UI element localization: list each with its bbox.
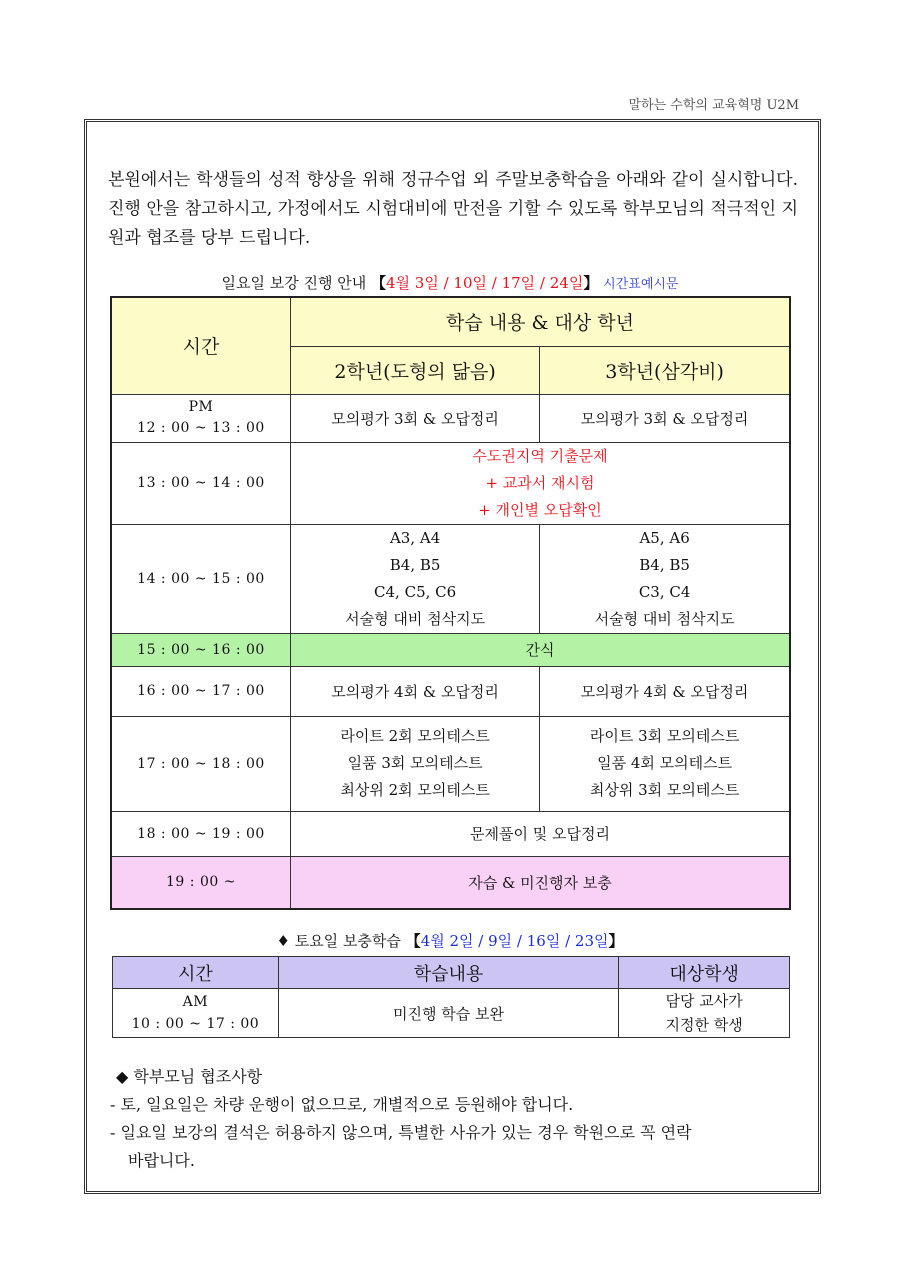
grade2-cell [290,524,539,633]
content-line: 서술형 대비 첨삭지도 [345,609,486,628]
grade3-cell: 모의평가 3회 & 오답정리 [540,394,790,442]
note-item-continuation: 바랍니다. [128,1151,195,1170]
content-line: 라이트 3회 모의테스트 [589,727,740,745]
schedule-example-note: 시간표예시문 [603,277,679,292]
table-row [111,666,790,716]
bracket-close: 】 [583,274,599,292]
bracket-close: 】 [608,932,624,950]
content-line: 담당 교사가 [665,992,743,1010]
am-label: AM [182,993,209,1010]
grade3-cell [540,716,790,811]
merged-content-cell: 문제풀이 및 오답정리 [290,811,790,856]
time-cell: 16 : 00 ~ 17 : 00 [111,666,290,716]
content-line: 라이트 2회 모의테스트 [340,727,490,745]
sunday-dates: 4월 3일 / 10일 / 17일 / 24일 [386,274,584,292]
header-grade3: 3학년(삼각비) [540,346,790,394]
time-cell: 15 : 00 ~ 16 : 00 [111,633,290,666]
grade3-cell: 모의평가 4회 & 오답정리 [540,666,790,716]
pm-label: PM [188,399,214,415]
intro-paragraph: 본원에서는 학생들의 성적 향상을 위해 정규수업 외 주말보충학습을 아래와 같이 실시합니다. 진행 안을 참고하시고, 가정에서도 시험대비에 만전을 기할 수 있도록 학부모님의 적극적인 지원과 협조를 당부 드립니다. [108,170,798,248]
sunday-caption-prefix: 일요일 보강 진행 안내 [221,274,371,292]
time-cell [111,394,290,442]
note-item: - 일요일 보강의 결석은 허용하지 않으며, 특별한 사유가 있는 경우 학원으로 꼭 연락 [110,1123,692,1142]
content-line: A3, A4 [389,528,441,547]
grade3-cell [540,524,790,633]
time-cell: 18 : 00 ~ 19 : 00 [111,811,290,856]
table-row [111,524,790,633]
time-range: 10 : 00 ~ 17 : 00 [131,1015,260,1032]
academy-tagline: 말하는 수학의 교육혁명 U2M [628,98,799,113]
saturday-dates: 4월 2일 / 9일 / 16일 / 23일 [420,932,609,950]
parent-notes [110,1063,800,1175]
bracket-open: 【 [405,932,421,950]
time-range: 12 : 00 ~ 13 : 00 [137,420,265,436]
content-line: 일품 3회 모의테스트 [347,754,483,772]
sunday-caption [110,272,790,293]
saturday-caption-prefix: ♦ 토요일 보충학습 [276,932,406,950]
content-line: B4, B5 [639,555,690,574]
note-item: - 토, 일요일은 차량 운행이 없으므로, 개별적으로 등원해야 합니다. [110,1095,574,1114]
content-line: 서술형 대비 첨삭지도 [594,609,735,628]
time-cell: 19 : 00 ~ [111,856,290,909]
header-content: 학습 내용 & 대상 학년 [290,297,790,346]
sunday-schedule-table [110,296,791,910]
sat-header-time: 시간 [113,957,279,989]
saturday-caption [110,930,790,951]
grade2-cell [290,716,539,811]
content-line: 지정한 학생 [665,1016,743,1034]
time-cell: 14 : 00 ~ 15 : 00 [111,524,290,633]
sat-target-cell [619,989,790,1038]
content-line: 최상위 3회 모의테스트 [589,781,740,799]
content-line: 수도권지역 기출문제 [472,446,608,465]
content-line: + 개인별 오답확인 [478,500,602,519]
table-row [111,633,790,666]
header-time: 시간 [111,297,290,394]
saturday-schedule-table [112,956,790,1038]
bracket-open: 【 [370,274,386,292]
header-grade2: 2학년(도형의 닮음) [290,346,539,394]
content-line: C4, C5, C6 [374,582,457,601]
merged-content-cell [290,442,790,524]
table-row [111,856,790,909]
table-row [111,811,790,856]
content-line: 최상위 2회 모의테스트 [340,781,490,799]
self-study-cell: 자습 & 미진행자 보충 [290,856,790,909]
snack-cell: 간식 [290,633,790,666]
table-row [113,989,790,1038]
sat-content-cell: 미진행 학습 보완 [278,989,618,1038]
sat-header-content: 학습내용 [278,957,618,989]
content-line: + 교과서 재시험 [485,473,595,492]
table-row [111,394,790,442]
content-line: B4, B5 [389,555,441,574]
time-cell: 13 : 00 ~ 14 : 00 [111,442,290,524]
sat-header-target: 대상학생 [619,957,790,989]
notes-title: ◆ 학부모님 협조사항 [116,1067,263,1086]
content-line: A5, A6 [639,528,690,547]
grade2-cell: 모의평가 3회 & 오답정리 [290,394,539,442]
content-line: 일품 4회 모의테스트 [597,754,733,772]
table-row [111,442,790,524]
grade2-cell: 모의평가 4회 & 오답정리 [290,666,539,716]
sat-time-cell [113,989,279,1038]
content-line: C3, C4 [638,582,691,601]
time-cell: 17 : 00 ~ 18 : 00 [111,716,290,811]
table-row [111,716,790,811]
